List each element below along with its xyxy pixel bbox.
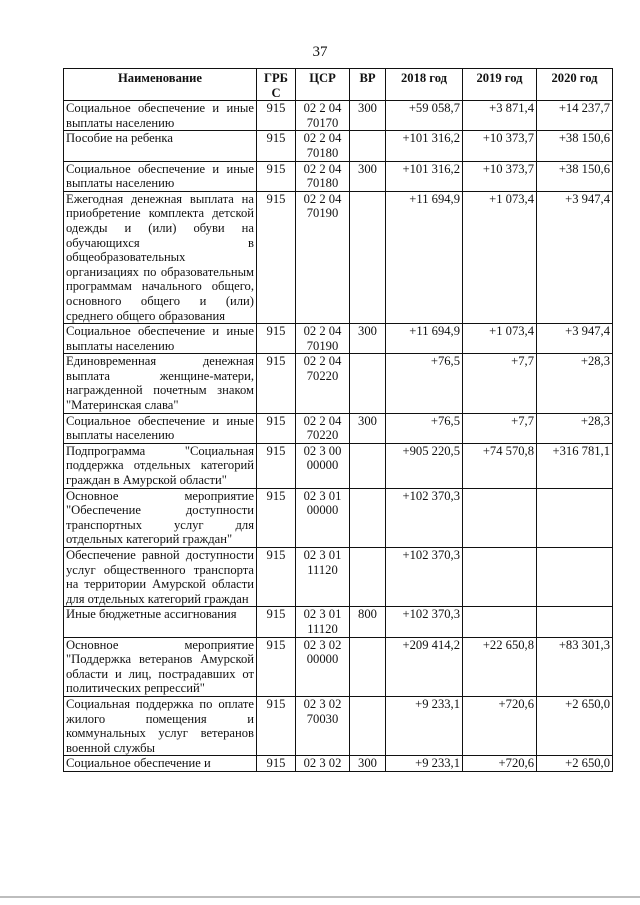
cell-grbs: 915 [257, 101, 296, 131]
cell-2018: +102 370,3 [386, 548, 463, 607]
cell-2018: +102 370,3 [386, 488, 463, 547]
cell-grbs: 915 [257, 443, 296, 488]
cell-2020: +28,3 [537, 413, 613, 443]
cell-2019: +1 073,4 [463, 191, 537, 323]
cell-name: Социальное обеспечение и иные выплаты населению [64, 413, 257, 443]
table-row [64, 443, 613, 488]
cell-csr: 02 2 04 70180 [296, 131, 350, 161]
cell-2020 [537, 607, 613, 637]
cell-csr: 02 3 02 [296, 756, 350, 772]
cell-vr: 300 [350, 413, 386, 443]
table-row [64, 413, 613, 443]
cell-csr: 02 3 00 00000 [296, 443, 350, 488]
header-vr: ВР [350, 69, 386, 101]
table-row [64, 191, 613, 323]
cell-vr [350, 548, 386, 607]
header-2020: 2020 год [537, 69, 613, 101]
cell-grbs: 915 [257, 131, 296, 161]
table-row [64, 637, 613, 696]
cell-name: Социальная поддержка по оплате жилого помещения и коммунальных услуг ветеранов военной службы [64, 696, 257, 755]
cell-name: Основное мероприятие "Поддержка ветеранов Амурской области и лиц, пострадавших от политических репрессий" [64, 637, 257, 696]
cell-name: Обеспечение равной доступности услуг общественного транспорта на территории Амурской области для отдельных категорий граждан [64, 548, 257, 607]
cell-vr [350, 443, 386, 488]
table-row [64, 161, 613, 191]
page-number: 37 [312, 44, 328, 60]
cell-2019 [463, 548, 537, 607]
table-header [64, 69, 613, 101]
cell-grbs: 915 [257, 324, 296, 354]
cell-csr: 02 3 02 70030 [296, 696, 350, 755]
budget-table [63, 68, 613, 772]
cell-name: Социальное обеспечение и [64, 756, 257, 772]
cell-2020: +14 237,7 [537, 101, 613, 131]
header-grbs: ГРБ С [257, 69, 296, 101]
cell-grbs: 915 [257, 488, 296, 547]
cell-2018: +11 694,9 [386, 191, 463, 323]
header-2018: 2018 год [386, 69, 463, 101]
header-name: Наименование [64, 69, 257, 101]
cell-csr: 02 3 01 11120 [296, 607, 350, 637]
cell-vr [350, 637, 386, 696]
cell-grbs: 915 [257, 161, 296, 191]
cell-2020: +2 650,0 [537, 696, 613, 755]
table-row [64, 607, 613, 637]
cell-2020 [537, 488, 613, 547]
cell-name: Социальное обеспечение и иные выплаты населению [64, 101, 257, 131]
table-row [64, 354, 613, 413]
scan-edge-line [0, 896, 640, 898]
cell-vr [350, 696, 386, 755]
table-row [64, 101, 613, 131]
cell-2019: +74 570,8 [463, 443, 537, 488]
cell-grbs: 915 [257, 548, 296, 607]
cell-2018: +9 233,1 [386, 756, 463, 772]
cell-vr: 300 [350, 324, 386, 354]
cell-2020 [537, 548, 613, 607]
cell-name: Пособие на ребенка [64, 131, 257, 161]
cell-vr: 300 [350, 161, 386, 191]
cell-2019: +7,7 [463, 354, 537, 413]
cell-2020: +38 150,6 [537, 131, 613, 161]
cell-vr [350, 354, 386, 413]
cell-csr: 02 3 02 00000 [296, 637, 350, 696]
cell-grbs: 915 [257, 696, 296, 755]
cell-vr [350, 488, 386, 547]
table-row [64, 324, 613, 354]
cell-2019: +720,6 [463, 756, 537, 772]
cell-2018: +905 220,5 [386, 443, 463, 488]
cell-csr: 02 2 04 70190 [296, 191, 350, 323]
cell-csr: 02 3 01 11120 [296, 548, 350, 607]
table-body [64, 101, 613, 772]
table-row [64, 548, 613, 607]
cell-csr: 02 2 04 70220 [296, 413, 350, 443]
cell-grbs: 915 [257, 637, 296, 696]
cell-2019: +3 871,4 [463, 101, 537, 131]
header-2019: 2019 год [463, 69, 537, 101]
cell-2020: +83 301,3 [537, 637, 613, 696]
cell-2020: +316 781,1 [537, 443, 613, 488]
table-row [64, 756, 613, 772]
table-row [64, 696, 613, 755]
cell-2018: +209 414,2 [386, 637, 463, 696]
cell-2019: +7,7 [463, 413, 537, 443]
cell-csr: 02 3 01 00000 [296, 488, 350, 547]
cell-name: Единовременная денежная выплата женщине-матери, награжденной почетным знаком "Материнская слава" [64, 354, 257, 413]
cell-2019: +1 073,4 [463, 324, 537, 354]
cell-vr: 300 [350, 756, 386, 772]
cell-grbs: 915 [257, 756, 296, 772]
cell-2020: +3 947,4 [537, 324, 613, 354]
cell-2018: +76,5 [386, 413, 463, 443]
cell-2018: +59 058,7 [386, 101, 463, 131]
cell-name: Социальное обеспечение и иные выплаты населению [64, 161, 257, 191]
cell-2019: +720,6 [463, 696, 537, 755]
cell-2019 [463, 488, 537, 547]
cell-2018: +101 316,2 [386, 131, 463, 161]
cell-vr [350, 131, 386, 161]
cell-name: Иные бюджетные ассигнования [64, 607, 257, 637]
cell-csr: 02 2 04 70170 [296, 101, 350, 131]
cell-csr: 02 2 04 70220 [296, 354, 350, 413]
cell-2018: +76,5 [386, 354, 463, 413]
cell-2018: +11 694,9 [386, 324, 463, 354]
cell-2020: +28,3 [537, 354, 613, 413]
cell-grbs: 915 [257, 413, 296, 443]
table-row [64, 488, 613, 547]
cell-grbs: 915 [257, 607, 296, 637]
cell-grbs: 915 [257, 354, 296, 413]
cell-2018: +102 370,3 [386, 607, 463, 637]
cell-2019: +10 373,7 [463, 161, 537, 191]
cell-2020: +2 650,0 [537, 756, 613, 772]
cell-2020: +3 947,4 [537, 191, 613, 323]
cell-grbs: 915 [257, 191, 296, 323]
cell-2020: +38 150,6 [537, 161, 613, 191]
cell-csr: 02 2 04 70180 [296, 161, 350, 191]
table-row [64, 131, 613, 161]
cell-2019: +22 650,8 [463, 637, 537, 696]
cell-name: Социальное обеспечение и иные выплаты населению [64, 324, 257, 354]
cell-name: Основное мероприятие "Обеспечение доступности транспортных услуг для отдельных категорий граждан" [64, 488, 257, 547]
cell-name: Подпрограмма "Социальная поддержка отдельных категорий граждан в Амурской области" [64, 443, 257, 488]
cell-2018: +101 316,2 [386, 161, 463, 191]
header-csr: ЦСР [296, 69, 350, 101]
cell-vr [350, 191, 386, 323]
cell-2019 [463, 607, 537, 637]
cell-vr: 300 [350, 101, 386, 131]
cell-vr: 800 [350, 607, 386, 637]
cell-2018: +9 233,1 [386, 696, 463, 755]
cell-2019: +10 373,7 [463, 131, 537, 161]
cell-csr: 02 2 04 70190 [296, 324, 350, 354]
cell-name: Ежегодная денежная выплата на приобретение комплекта детской одежды и (или) обуви на обучающихся в общеобразовательных организациях по образовательным программам начального общего, основного общего и (или) среднего общего образования [64, 191, 257, 323]
